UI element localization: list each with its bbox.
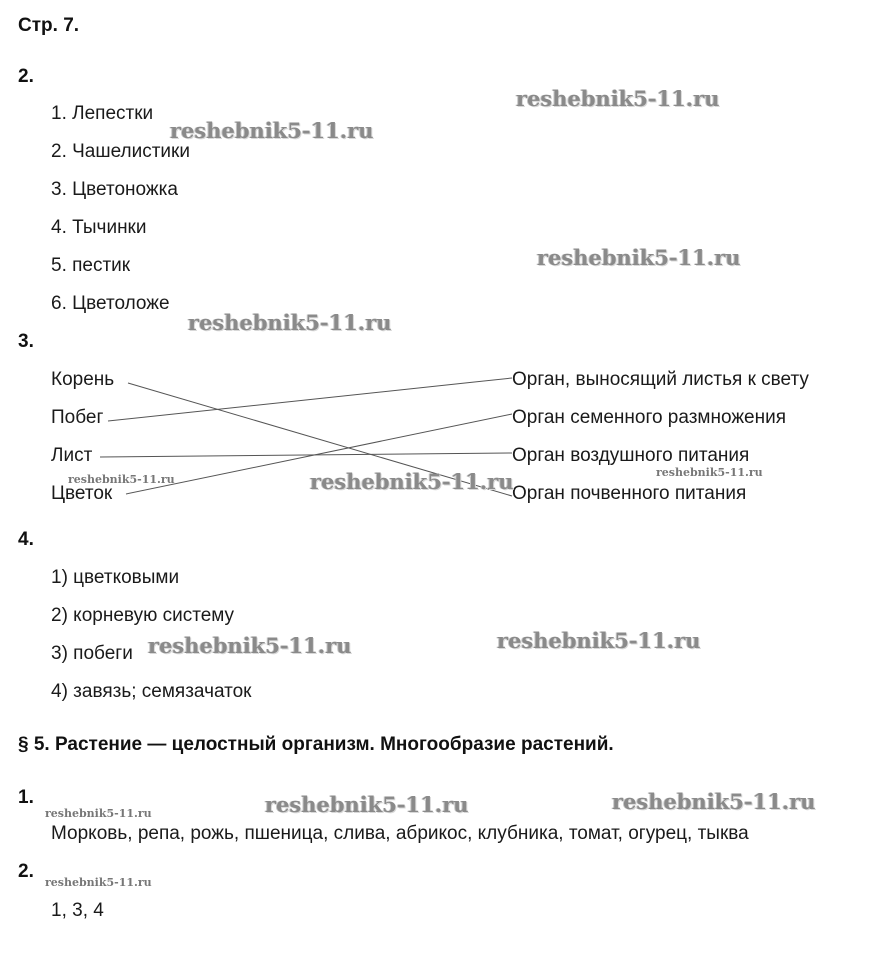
page-header: Стр. 7. (18, 15, 80, 36)
watermark: reshebnik5-11.ru (170, 118, 374, 143)
watermark: reshebnik5-11.ru (516, 86, 720, 111)
q2-item: 5. пестик (51, 255, 131, 276)
q4-number: 4. (18, 529, 34, 550)
q2-item: 1. Лепестки (51, 103, 154, 124)
q2-item: 6. Цветоложе (51, 293, 170, 314)
watermark: reshebnik5-11.ru (265, 792, 469, 817)
q2-number: 2. (18, 66, 34, 87)
q3-number: 3. (18, 331, 34, 352)
match-line-shoot (108, 378, 512, 421)
q2-item: 4. Тычинки (51, 217, 147, 238)
q2-item: 3. Цветоножка (51, 179, 178, 200)
q3-right-definition: Орган воздушного питания (512, 445, 750, 466)
q4-item: 2) корневую систему (51, 605, 235, 626)
watermark: reshebnik5-11.ru (537, 245, 741, 270)
s5-q1-answer: Морковь, репа, рожь, пшеница, слива, абрикос, клубника, томат, огурец, тыква (51, 823, 749, 844)
q3-left-term: Побег (51, 407, 104, 428)
s5-q2-answer: 1, 3, 4 (51, 900, 104, 921)
watermark: reshebnik5-11.ru (188, 310, 392, 335)
q3-right-definition: Орган, выносящий листья к свету (512, 369, 809, 390)
q3-left-term: Цветок (51, 483, 113, 504)
watermark: reshebnik5-11.ru (45, 876, 152, 889)
watermark: reshebnik5-11.ru (68, 473, 175, 486)
s5-q1-number: 1. (18, 787, 34, 808)
q4-item: 1) цветковыми (51, 567, 180, 588)
q3-left-term: Корень (51, 369, 115, 390)
q3-right-definition: Орган семенного размножения (512, 407, 787, 428)
q4-item: 3) побеги (51, 643, 133, 664)
s5-q2-number: 2. (18, 861, 34, 882)
watermark: reshebnik5-11.ru (45, 807, 152, 820)
watermark: reshebnik5-11.ru (612, 789, 816, 814)
q3-right-definition: Орган почвенного питания (512, 483, 747, 504)
q3-left-term: Лист (51, 445, 93, 466)
q2-item: 2. Чашелистики (51, 141, 190, 162)
watermark: reshebnik5-11.ru (497, 628, 701, 653)
watermark: reshebnik5-11.ru (656, 466, 763, 479)
q4-item: 4) завязь; семязачаток (51, 681, 252, 702)
watermark: reshebnik5-11.ru (310, 469, 514, 494)
watermark: reshebnik5-11.ru (148, 633, 352, 658)
section-title: § 5. Растение — целостный организм. Многообразие растений. (18, 734, 614, 755)
